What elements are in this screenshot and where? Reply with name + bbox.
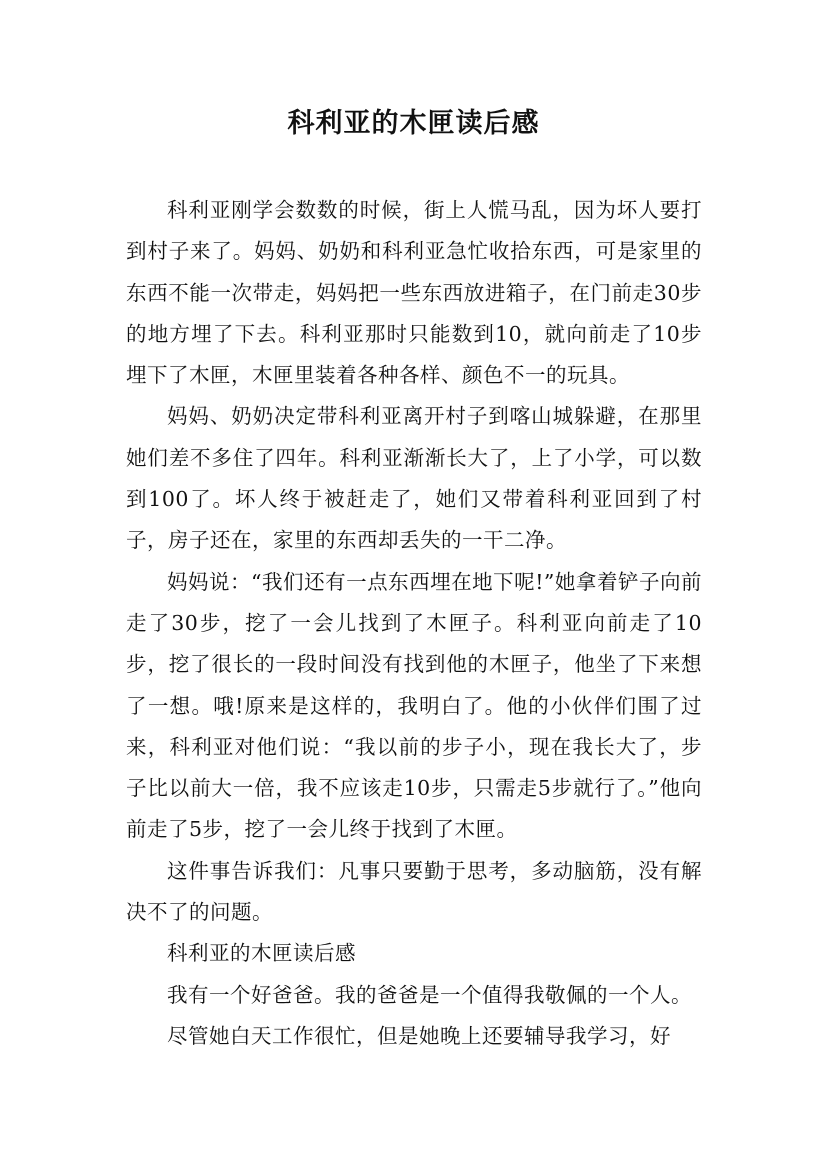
document-title: 科利亚的木匣读后感 (287, 108, 540, 139)
paragraph-7: 尽管她白天工作很忙，但是她晚上还要辅导我学习，好 (167, 1023, 671, 1048)
paragraph-3: 妈妈说：“我们还有一点东西埋在地下呢!”她拿着铲子向前走了30步，挖了一会儿找到了木匣子。科利亚向前走了10步，挖了很长的一段时间没有找到他的木匣子，他坐了下来想了一想。哦!原来是这样的，我明白了。他的小伙伴们围了过来，科利亚对他们说：“我以前的步子小，现在我长大了，步子比以前大一倍，我不应该走10步，只需走5步就行了。”他向前走了5步，挖了一会儿终于找到了木匣。 (126, 569, 702, 842)
paragraph-1: 科利亚刚学会数数的时候，街上人慌马乱，因为坏人要打到村子来了。妈妈、奶奶和科利亚急忙收拾东西，可是家里的东西不能一次带走，妈妈把一些东西放进箱子，在门前走30步的地方埋了下去。科利亚那时只能数到10，就向前走了10步埋下了木匣，木匣里装着各种各样、颜色不一的玩具。 (126, 198, 702, 388)
document-body (126, 190, 702, 1057)
paragraph-5-heading: 科利亚的木匣读后感 (167, 941, 356, 966)
paragraph-4: 这件事告诉我们：凡事只要勤于思考，多动脑筋，没有解决不了的问题。 (126, 858, 702, 925)
paragraph-2: 妈妈、奶奶决定带科利亚离开村子到喀山城躲避，在那里她们差不多住了四年。科利亚渐渐长大了，上了小学，可以数到100了。坏人终于被赶走了，她们又带着科利亚回到了村子，房子还在，家里的东西却丢失的一干二净。 (126, 404, 702, 553)
paragraph-6: 我有一个好爸爸。我的爸爸是一个值得我敬佩的一个人。 (167, 982, 692, 1007)
